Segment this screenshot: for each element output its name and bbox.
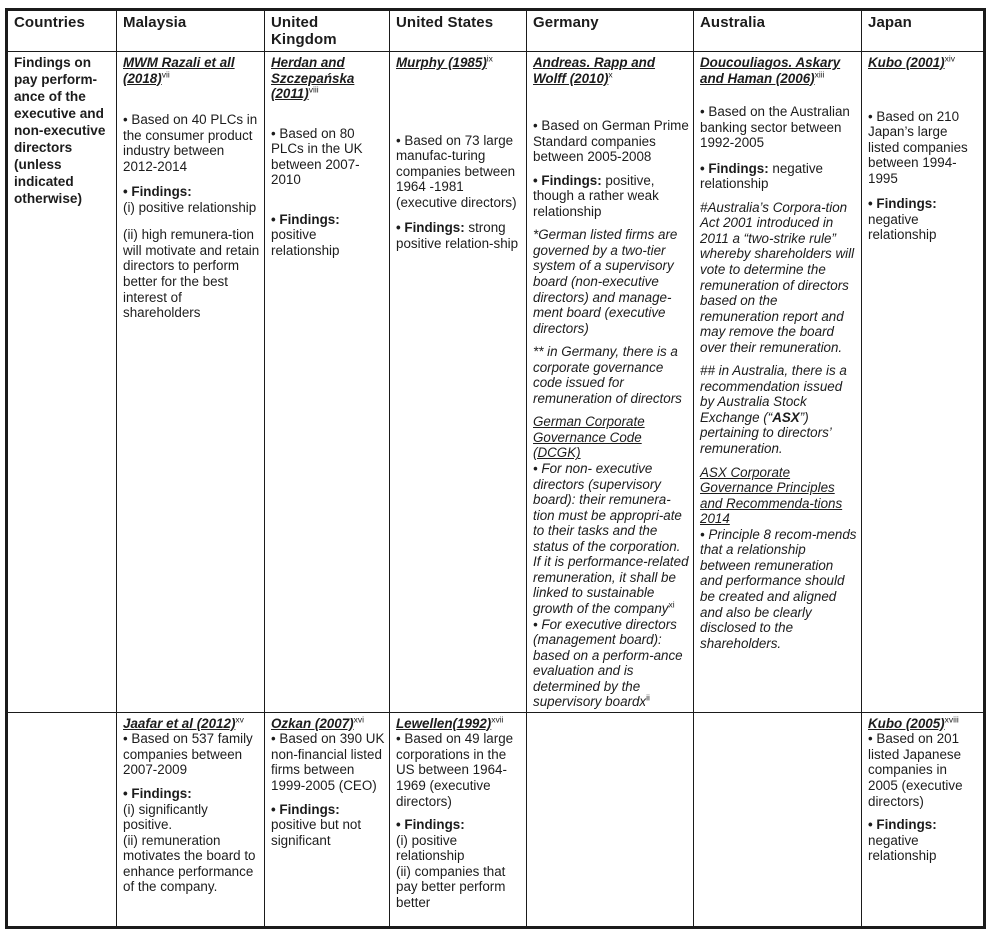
text-span: • Based on 73 large manufac-turing companies between 1964 -1981 (executive directors) (396, 132, 517, 210)
paragraph (700, 161, 857, 192)
col-header-germany: Germany (527, 10, 694, 52)
paragraph (868, 109, 979, 187)
text-span: • Findings: (700, 160, 769, 176)
paragraph (868, 833, 979, 864)
paragraph (271, 212, 385, 228)
text-span: *German listed firms are governed by a two-tier system of a supervisory board (non-executive directors) and manage-ment board (executive directors) (533, 227, 678, 336)
paragraph (533, 461, 689, 616)
cell-us-study2 (390, 712, 527, 927)
text-span: Findings on pay perform-ance of the executive and non-executive directors (unless indicated otherwise) (14, 55, 106, 206)
footnote-ref: xiv (944, 53, 956, 64)
paragraph (396, 716, 522, 732)
text-span: • For non- executive directors (supervisory board): their remunera-tion must be appropri-ate to their tasks and the status of the corporation. If it is performance-related remuneration, it shall be linked to sustainable growth of the company (533, 461, 689, 616)
text-span: negative relationship (868, 832, 937, 864)
text-span: • Findings: (396, 220, 465, 236)
cell-malaysia-study1 (117, 52, 265, 713)
text-span: positive relationship (271, 227, 340, 258)
text-span: (i) positive relationship (396, 832, 465, 864)
paragraph (868, 716, 979, 732)
text-span: Ozkan (2007) (271, 715, 354, 731)
cell-germany-study1 (527, 52, 694, 713)
text-span: Murphy (1985) (396, 55, 487, 70)
paragraph (271, 716, 385, 732)
text-span: negative relationship (700, 160, 824, 192)
cell-blank-label (7, 712, 117, 927)
footnote-ref: xvii (491, 714, 504, 725)
text-span: ASX (772, 409, 800, 425)
text-span: • Based on 80 PLCs in the UK between 2007-2010 (271, 125, 363, 188)
text-span: German Corporate Governance Code (DCGK) (533, 414, 645, 461)
paragraph (700, 527, 857, 651)
text-span: MWM Razali et all (2018) (123, 55, 235, 86)
document-page (0, 8, 989, 911)
text-span: • Findings: (396, 817, 465, 833)
header-row (7, 10, 985, 52)
text-span: ”) pertaining to directors’ remuneration. (700, 409, 832, 457)
paragraph (396, 55, 522, 71)
text-span: • Based on 390 UK non-financial listed firms between 1999-2005 (CEO) (271, 731, 385, 793)
paragraph (868, 55, 979, 71)
paragraph (533, 617, 689, 710)
paragraph (123, 55, 260, 86)
text-span: strong positive relation-ship (396, 220, 519, 251)
cell-us-study1 (390, 52, 527, 713)
paragraph (533, 173, 689, 220)
text-span: Jaafar et al (2012) (123, 715, 236, 731)
paragraph (123, 200, 260, 216)
text-span: Doucouliagos. Askary and Haman (2006) (700, 55, 841, 86)
paragraph (271, 802, 385, 818)
text-span: (i) significantly positive. (123, 801, 208, 833)
table-row (7, 712, 985, 927)
pay-performance-findings-table (5, 8, 986, 929)
paragraph (271, 55, 385, 102)
paragraph (123, 716, 260, 732)
text-span: Lewellen(1992) (396, 715, 492, 731)
text-span: • Findings: (123, 785, 192, 801)
col-header-japan: Japan (862, 10, 985, 52)
col-header-united-kingdom: United Kingdom (265, 10, 390, 52)
paragraph (396, 133, 522, 211)
cell-australia-study2 (694, 712, 862, 927)
text-span: Kubo (2005) (868, 715, 945, 731)
text-span: ** in Germany, there is a corporate governance code issued for remuneration of directors (533, 344, 682, 406)
paragraph (868, 731, 979, 809)
text-span: (ii) remuneration motivates the board to enhance performance of the company. (123, 832, 256, 895)
footnote-ref: xv (235, 714, 244, 725)
paragraph (271, 126, 385, 188)
paragraph (123, 802, 260, 833)
cell-uk-study2 (265, 712, 390, 927)
paragraph (396, 833, 522, 864)
paragraph (700, 104, 857, 151)
text-span: #Australia’s Corpora-tion Act 2001 introduced in 2011 a “two-strike rule” whereby shareholders will vote to determine the remuneration of directors based on the remuneration report and may remove the board over their remuneration. (700, 199, 855, 355)
text-span: • Based on 40 PLCs in the consumer product industry between 2012-2014 (123, 112, 258, 174)
paragraph (700, 363, 857, 456)
text-span: • For executive directors (management board): based on a perform-ance evaluation and is determined by the supervisory boardx (533, 616, 683, 710)
paragraph (700, 465, 857, 527)
paragraph (271, 227, 385, 258)
cell-germany-study2 (527, 712, 694, 927)
text-span: • Based on 49 large corporations in the US between 1964-1969 (executive directors) (396, 731, 514, 809)
text-span: (ii) companies that pay better perform better (396, 863, 506, 910)
paragraph (700, 55, 857, 86)
text-span: • Based on the Australian banking sector between 1992-2005 (700, 104, 850, 151)
footnote-ref: ii (646, 692, 650, 703)
cell-malaysia-study2 (117, 712, 265, 927)
text-span: negative relationship (868, 211, 937, 243)
paragraph (123, 227, 260, 320)
paragraph (700, 200, 857, 355)
footnote-ref: xvi (353, 714, 365, 725)
text-span: (i) positive relationship (123, 199, 257, 215)
paragraph (396, 220, 522, 251)
footnote-ref: xviii (944, 714, 959, 725)
paragraph (868, 212, 979, 243)
paragraph (123, 731, 260, 778)
cell-japan-study2 (862, 712, 985, 927)
paragraph (533, 227, 689, 336)
paragraph (396, 731, 522, 809)
table-row (7, 52, 985, 713)
text-span: • Findings: (868, 196, 937, 212)
col-header-australia: Australia (694, 10, 862, 52)
paragraph (868, 817, 979, 833)
text-span: positive, though a rather weak relationship (533, 172, 659, 219)
col-header-united-states: United States (390, 10, 527, 52)
text-span: • Based on German Prime Standard companies between 2005-2008 (533, 118, 689, 165)
paragraph (123, 833, 260, 895)
text-span: • Findings: (533, 172, 602, 188)
text-span: Andreas. Rapp and Wolff (2010) (533, 55, 656, 86)
footnote-ref: xi (668, 599, 675, 610)
paragraph (271, 817, 385, 848)
text-span: Herdan and Szczepańska (2011) (271, 55, 355, 102)
text-span: • Findings: (123, 184, 192, 200)
text-span: ASX Corporate Governance Principles and Recommenda-tions 2014 (700, 464, 843, 527)
paragraph (123, 786, 260, 802)
text-span: ## in Australia, there is a recommendation issued by Australia Stock Exchange (“ (700, 363, 847, 425)
text-span: • Based on 201 listed Japanese companies in 2005 (executive directors) (868, 731, 963, 809)
text-span: • Based on 210 Japan’s large listed companies between 1994-1995 (868, 108, 968, 186)
paragraph (396, 864, 522, 911)
paragraph (533, 344, 689, 406)
paragraph (533, 414, 689, 461)
text-span: • Based on 537 family companies between 2007-2009 (123, 731, 253, 778)
text-span: positive but not significant (271, 817, 362, 848)
paragraph (396, 817, 522, 833)
footnote-ref: ix (486, 53, 493, 64)
footnote-ref: xiii (814, 69, 825, 80)
text-span: (ii) high remunera-tion will motivate and retain directors to perform better for the best interest of shareholders (123, 227, 260, 321)
paragraph (533, 118, 689, 165)
text-span: • Findings: (271, 801, 340, 817)
paragraph (533, 55, 689, 86)
cell-japan-study1 (862, 52, 985, 713)
paragraph (271, 731, 385, 793)
paragraph (14, 55, 112, 208)
paragraph (123, 112, 260, 174)
col-header-malaysia: Malaysia (117, 10, 265, 52)
paragraph (868, 196, 979, 212)
cell-row-label (7, 52, 117, 713)
text-span: • Principle 8 recom-mends that a relationship between remuneration and performance should be created and aligned and also be clearly disclosed to the shareholders. (700, 526, 857, 651)
col-header-countries: Countries (7, 10, 117, 52)
text-span: • Findings: (868, 817, 937, 833)
footnote-ref: viii (308, 84, 319, 95)
cell-australia-study1 (694, 52, 862, 713)
footnote-ref: x (608, 69, 613, 80)
text-span: Kubo (2001) (868, 55, 945, 70)
text-span: • Findings: (271, 211, 340, 227)
cell-uk-study1 (265, 52, 390, 713)
footnote-ref: vii (161, 69, 170, 80)
paragraph (123, 184, 260, 200)
